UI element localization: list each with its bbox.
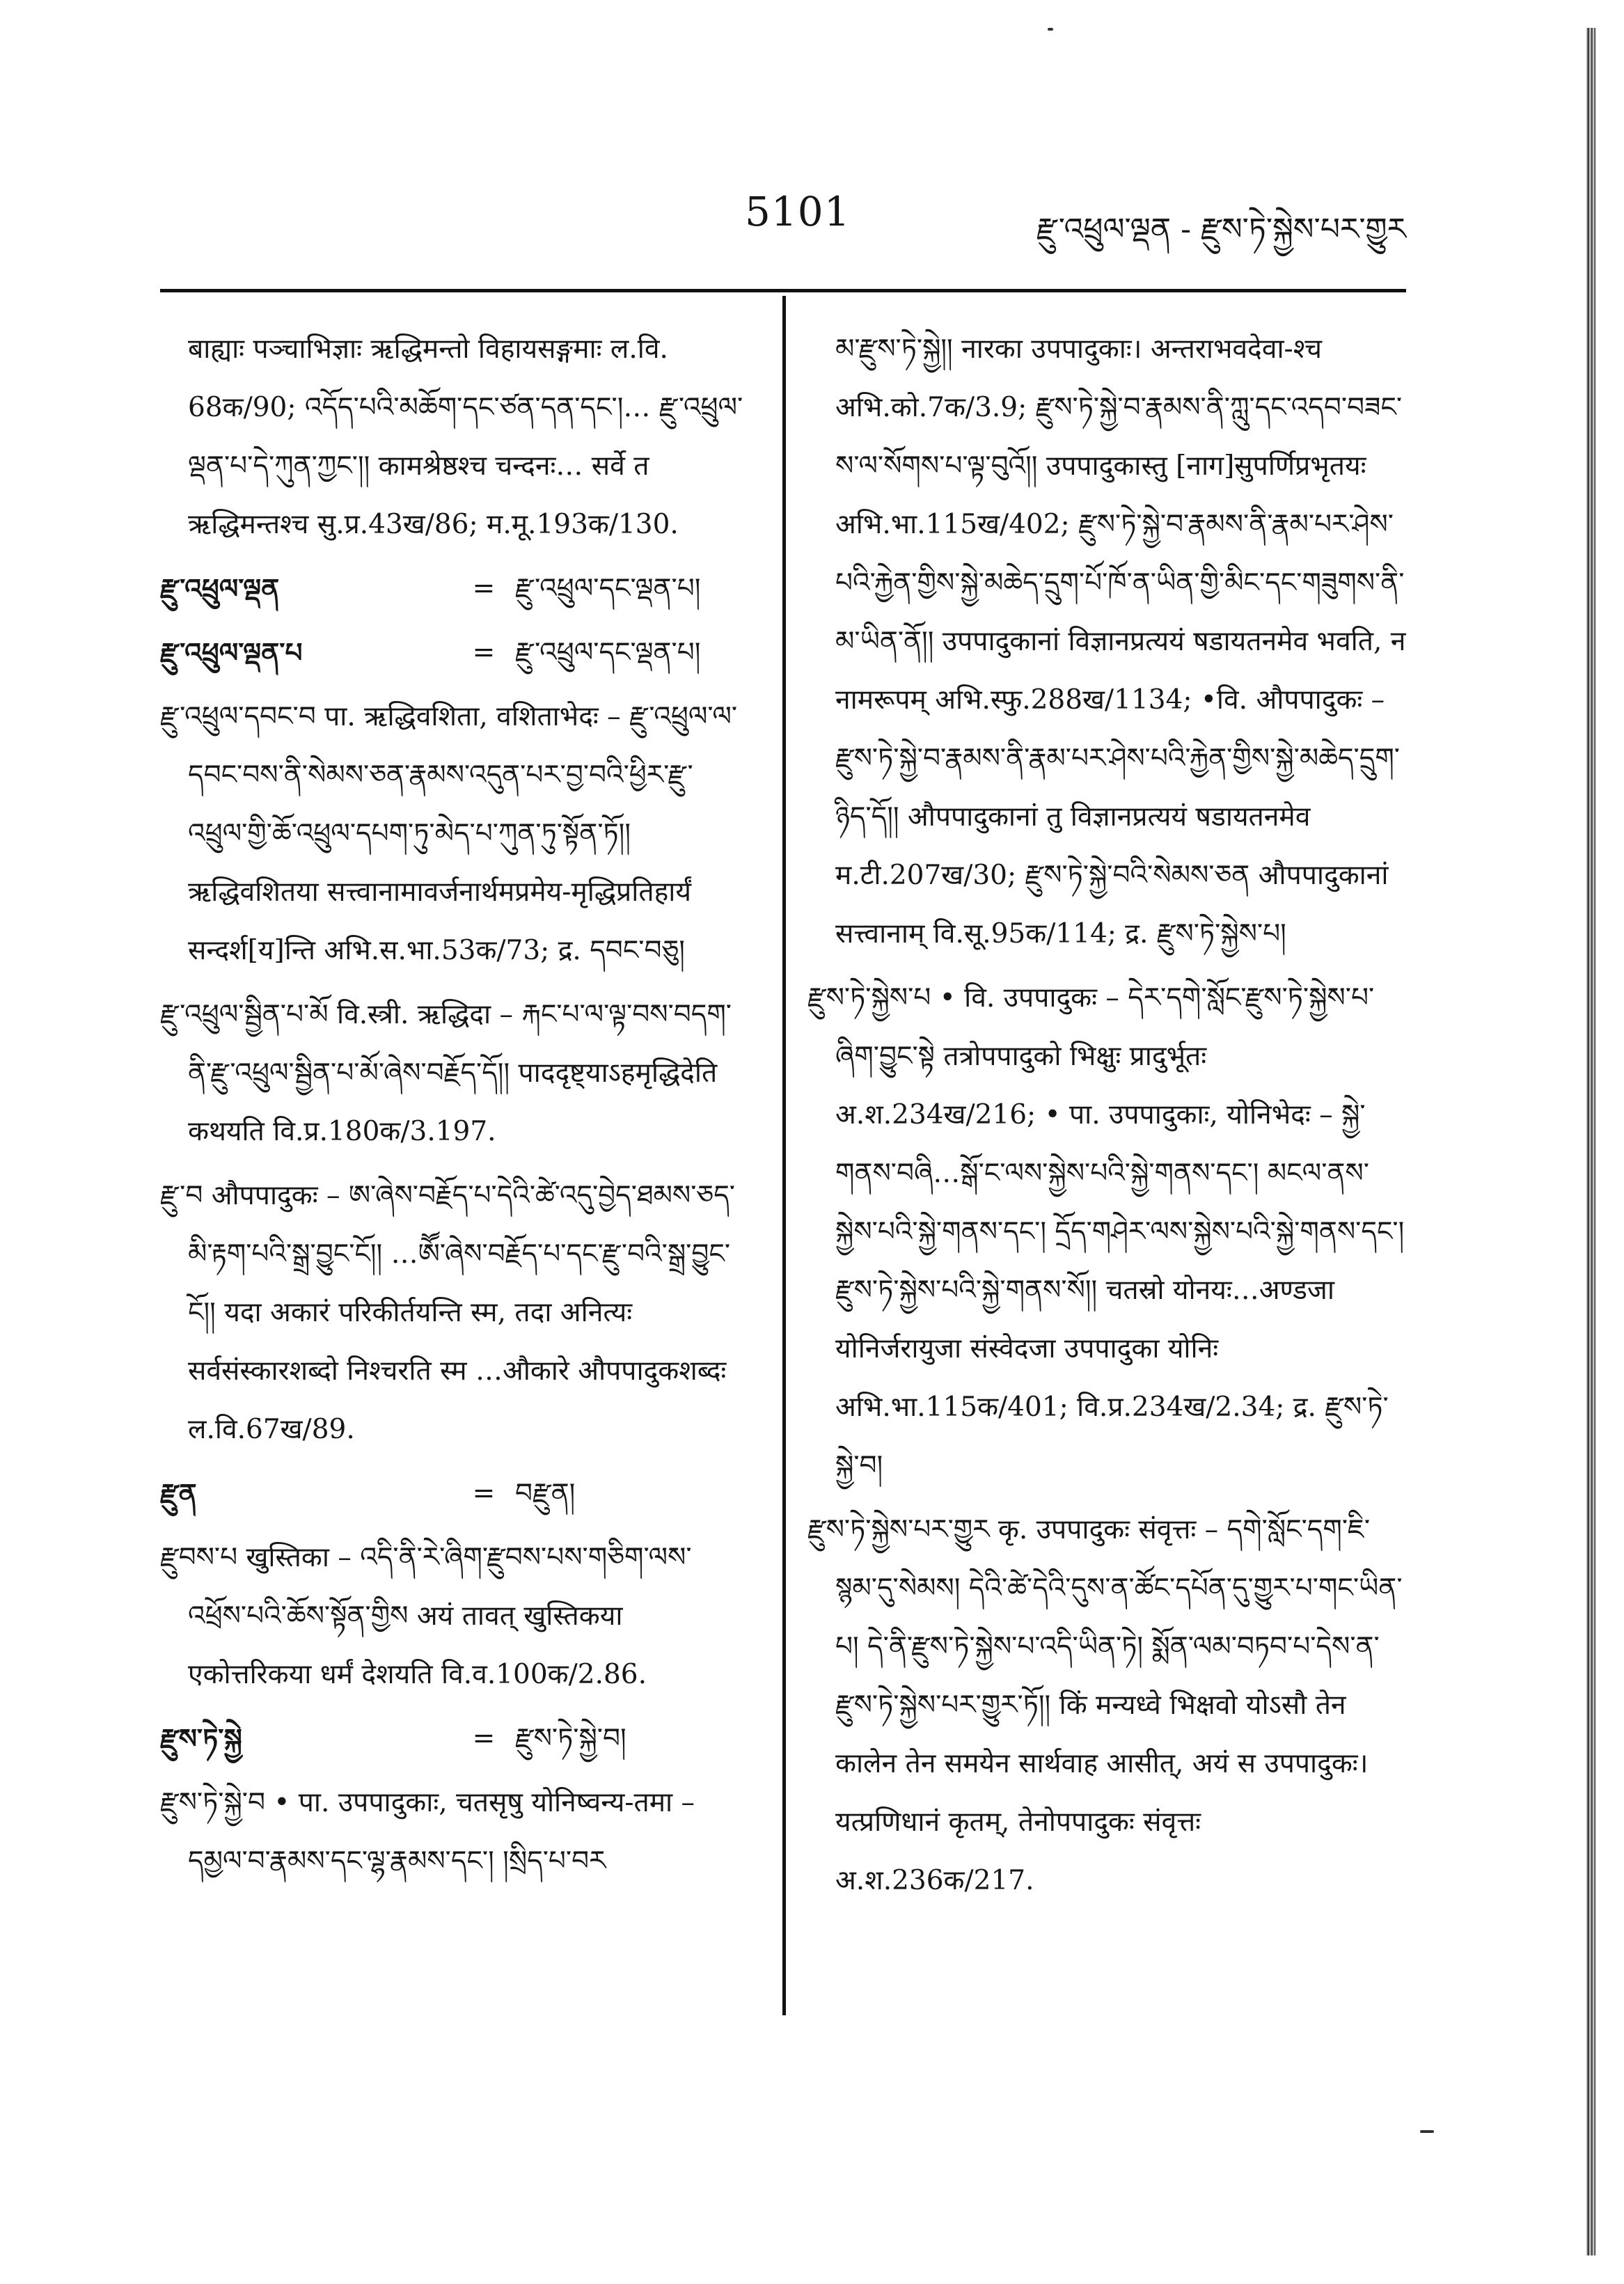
dictionary-entry: མ་རྫུས་ཏེ་སྐྱེ།། नारका उपपादुकाः। अन्तराभवदेवा-श्च अभि.को.7क/3.9; རྫུས་ཏེ་སྐྱེ་བ་རྣམས་ནི་ཀླུ་དང་འདབ་བཟང་ས་ལ་སོགས་པ་ལྟ་བུའོ།། उपपादुकास्तु [नाग]सुपर्णिप्रभृतयः अभि.भा.115ख/402; རྫུས་ཏེ་སྐྱེ་བ་རྣམས་ནི་རྣམ་པར་ཤེས་པའི་རྐྱེན་གྱིས་སྐྱེ་མཆེད་དྲུག་པོ་ཁོ་ན་ཡིན་གྱི་མིང་དང་གཟུགས་ནི་མ་ཡིན་ནོ།། उपपादुकानां विज्ञानप्रत्ययं षडायतनमेव भवति, न नामरूपम् अभि.स्फु.288ख/1134; •वि. औपपादुकः – རྫུས་ཏེ་སྐྱེ་བ་རྣམས་ནི་རྣམ་པར་ཤེས་པའི་རྐྱེན་གྱིས་སྐྱེ་མཆེད་དྲུག་ཉིད་དོ།། औपपादुकानां तु विज्ञानप्रत्ययं षडायतनमेव म.टी.207ख/30; རྫུས་ཏེ་སྐྱེ་བའི་སེམས་ཅན औपपादुकानां सत्त्वानाम् वि.सू.95क/114; द्र. རྫུས་ཏེ་སྐྱེས་པ། xyxy=(835,333,1406,950)
equals-sign: = xyxy=(472,1478,496,1509)
right-column xyxy=(807,320,1406,1916)
headword: རྫུ་འཕྲུལ་ལྡན་པ xyxy=(160,637,303,669)
cross-reference-entry xyxy=(160,1710,745,1768)
dictionary-entry: རྫུ་འཕྲུལ་དབང་བ पा. ऋद्धिवशिता, वशिताभेदः – རྫུ་འཕྲུལ་ལ་དབང་བས་ནི་སེམས་ཅན་རྣམས་འདུན་པར་བྱ་བའི་ཕྱིར་རྫུ་འཕྲུལ་གྱི་ཆོ་འཕྲུལ་དཔག་ཏུ་མེད་པ་ཀུན་ཏུ་སྟོན་ཏོ།། ऋद्धिवशितया सत्त्वानामावर्जनार्थमप्रमेय-मृद्धिप्रतिहार्यं सन्दर्श[य]न्ति अभि.स.भा.53क/73; द्र. དབང་བཅུ། xyxy=(160,701,738,966)
equals-sign: = xyxy=(472,637,496,668)
dictionary-entry: རྫུས་ཏེ་སྐྱེས་པར་གྱུར कृ. उपपादुकः संवृत्तः – དགེ་སློང་དག་ཇི་སྙམ་དུ་སེམས། དེའི་ཚེ་དེའི་དུས་ན་ཚོང་དཔོན་དུ་གྱུར་པ་གང་ཡིན་པ། དེ་ནི་རྫུས་ཏེ་སྐྱེས་པ་འདི་ཡིན་ཏེ། སྨོན་ལམ་བཏབ་པ་དེས་ན་རྫུས་ཏེ་སྐྱེས་པར་གྱུར་ཏོ།། किं मन्यध्वे भिक्षवो योऽसौ तेन कालेन तेन समयेन सार्थवाह आसीत्, अयं स उपपादुकः। यत्प्रणिधानं कृतम्, तेनोपपादुकः संवृत्तः अ.श.236क/217. xyxy=(807,1514,1403,1896)
dictionary-entry: རྫུས་ཏེ་སྐྱེ་བ • पा. उपपादुकाः, चतसृषु योनिष्वन्य-तमा – དམྱལ་བ་རྣམས་དང་ལྷ་རྣམས་དང་། །སྲིད་པ་བར xyxy=(160,1787,695,1877)
headword: རྫུ་འཕྲུལ་ལྡན xyxy=(160,573,280,605)
equals-sign: = xyxy=(472,1723,496,1754)
headword: རྫུས་ཏེ་སྐྱེ xyxy=(160,1723,242,1755)
dictionary-entry: རྫུ་བ औपपादुकः – ཨ་ཞེས་བརྗོད་པ་དེའི་ཚེ་འདུ་བྱེད་ཐམས་ཅད་མི་རྟག་པའི་སྒྲ་བྱུང་ངོ།། …ཨཽ་ཞེས་བརྗོད་པ་དང་རྫུ་བའི་སྒྲ་བྱུང་ངོ།། यदा अकारं परिकीर्तयन्ति स्म, तदा अनित्यः सर्वसंस्कारशब्दो निश्चरति स्म …औकारे औपपादुकशब्दः ल.वि.67ख/89. xyxy=(160,1180,735,1445)
scan-speck xyxy=(1420,2130,1434,2133)
reference: རྫུ་འཕྲུལ་དང་ལྡན་པ། xyxy=(515,637,701,668)
left-column xyxy=(160,320,745,1896)
dictionary-entry: རྫུབས་པ खुस्तिका – འདི་ནི་རེ་ཞིག་རྫུབས་པས་གཅིག་ལས་འཕྲོས་པའི་ཆོས་སྟོན་གྱིས अयं तावत् खुस्तिकया एकोत्तरिकया धर्मं देशयति वि.व.100क/2.86. xyxy=(160,1542,692,1690)
equals-sign: = xyxy=(472,573,496,604)
column-divider xyxy=(782,296,786,2015)
cross-reference-entry xyxy=(160,560,745,618)
page-number: 5101 xyxy=(745,188,851,235)
reference: རྫུ་འཕྲུལ་དང་ལྡན་པ། xyxy=(515,573,701,604)
reference: བརྫུན། xyxy=(515,1478,576,1509)
reference: རྫུས་ཏེ་སྐྱེ་བ། xyxy=(515,1723,626,1754)
dictionary-entry: बाह्याः पञ्चाभिज्ञाः ऋद्धिमन्तो विहायसङ्गमाः ल.वि. 68क/90; འདོད་པའི་མཆོག་དང་ཙན་དན་དང་།… རྫུ་འཕྲུལ་ལྡན་པ་དེ་ཀུན་ཀྱང་།། कामश्रेष्ठश्च चन्दनः… सर्वे त ऋद्धिमन्तश्च सु.प्र.43ख/86; म.मू.193क/130. xyxy=(188,333,743,540)
cross-reference-entry xyxy=(160,624,745,682)
dictionary-entry: རྫུས་ཏེ་སྐྱེས་པ • वि. उपपादुकः – དེར་དགེ་སློང་རྫུས་ཏེ་སྐྱེས་པ་ཞིག་བྱུང་སྟེ तत्रोपपादुको भिक्षुः प्रादुर्भूतः अ.श.234ख/216; • पा. उपपादुकाः, योनिभेदः – སྐྱེ་གནས་བཞི…སྒོ་ང་ལས་སྐྱེས་པའི་སྐྱེ་གནས་དང་། མངལ་ནས་སྐྱེས་པའི་སྐྱེ་གནས་དང་། དྲོད་གཤེར་ལས་སྐྱེས་པའི་སྐྱེ་གནས་དང་། རྫུས་ཏེ་སྐྱེས་པའི་སྐྱེ་གནས་སོ།། चतस्रो योनयः…अण्डजा योनिर्जरायुजा संस्वेदजा उपपादुका योनिः अभि.भा.115क/401; वि.प्र.234ख/2.34; द्र. རྫུས་ཏེ་སྐྱེ་བ། xyxy=(807,982,1405,1481)
header-rule xyxy=(160,289,1406,292)
page-header xyxy=(167,188,1406,251)
scan-edge xyxy=(1586,28,1596,2255)
scan-speck xyxy=(1048,28,1053,31)
dictionary-entry: རྫུ་འཕྲུལ་སྦྱིན་པ་མོ वि.स्त्री. ऋद्धिदा – རྐང་པ་ལ་ལྟ་བས་བདག་ནི་རྫུ་འཕྲུལ་སྦྱིན་པ་མོ་ཞེས་བརྗོད་དོ།། पाददृष्ट्याऽहमृद्धिदेति कथयति वि.प्र.180क/3.197. xyxy=(160,999,732,1147)
running-head: རྫུ་འཕྲུལ་ལྡན - རྫུས་ཏེ་སྐྱེས་པར་གྱུར xyxy=(1036,212,1406,247)
cross-reference-entry xyxy=(160,1465,745,1523)
headword: རྫུན xyxy=(160,1478,197,1510)
